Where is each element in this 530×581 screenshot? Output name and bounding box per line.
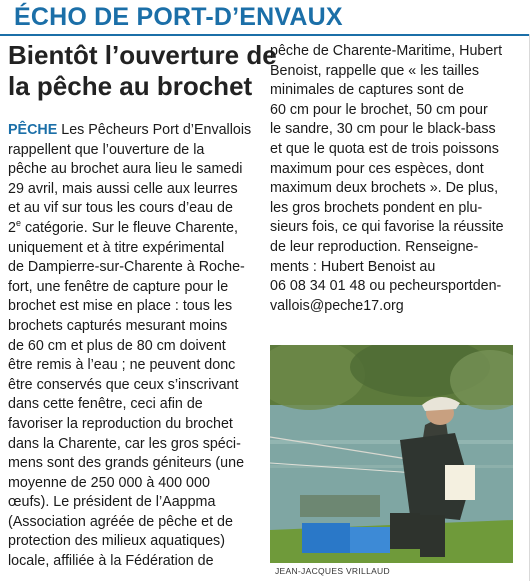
headline-line: la pêche au brochet (8, 71, 253, 101)
body-line: brochet est mise en place : tous les (8, 298, 233, 315)
body-line (8, 121, 266, 141)
body-line: œufs). Le président de l’Aappma (8, 494, 216, 511)
body-line: fort, une fenêtre de capture pour le (8, 278, 229, 295)
body-line: vallois@peche17.org (270, 297, 404, 314)
body-line: et que le quota est de trois poissons (270, 140, 499, 157)
article-headline (8, 40, 277, 102)
body-line: de 60 cm et plus de 80 cm doivent (8, 337, 226, 354)
body-line: de Dampierre-sur-Charente à Roche- (8, 259, 245, 276)
fisherman-photo (270, 345, 513, 563)
body-line: minimales de captures sont de (270, 82, 464, 99)
body-line: (Association agréée de pêche et de (8, 513, 233, 530)
body-line: brochets capturés mesurant moins (8, 317, 228, 334)
article-body-left (8, 121, 266, 572)
body-line: maximum pour ces espèces, dont (270, 160, 484, 177)
body-line: dans la Charente, car les gros spéci- (8, 435, 241, 452)
body-line: être conservés que ceux s’inscrivant (8, 376, 239, 393)
body-line: dans cette fenêtre, ceci afin de (8, 396, 203, 413)
body-line: les gros brochets pondent en plu- (270, 199, 483, 216)
body-text: catégorie. Sur le fleuve Charente, (20, 219, 238, 236)
body-line: Benoist, rappelle que « les tailles (270, 62, 480, 79)
section-title: ÉCHO DE PORT-D’ENVAUX (14, 3, 343, 31)
section-header (0, 0, 530, 36)
body-text: Les Pêcheurs Port d’Envallois (57, 122, 252, 138)
body-line: et au vif sur tous les cours d’eau de (8, 200, 233, 217)
ordinal-suffix: e (15, 218, 21, 229)
article-photo (270, 345, 513, 563)
body-line: être remis à l’eau ; ne peuvent donc (8, 357, 236, 374)
body-line (8, 219, 266, 239)
body-line: le sandre, 30 cm pour le black-bass (270, 121, 496, 138)
body-line: 29 avril, mais aussi celle aux leurres (8, 180, 238, 197)
body-lines-right (270, 42, 526, 316)
body-line: locale, affiliée à la Fédération de (8, 553, 214, 570)
article-kicker: PÊCHE (8, 122, 58, 138)
article-body-right (270, 42, 526, 316)
body-line: maximum deux brochets ». De plus, (270, 180, 499, 197)
body-line: de leur reproduction. Renseigne- (270, 238, 479, 255)
body-line: protection des milieux aquatiques) (8, 533, 225, 550)
body-line: 06 08 34 01 48 ou pecheursportden- (270, 278, 502, 295)
body-line: favoriser la reproduction du brochet (8, 415, 233, 432)
body-line: ments : Hubert Benoist au (270, 258, 436, 275)
headline-line: Bientôt l’ouverture de (8, 40, 277, 70)
body-line: moyenne de 250 000 à 400 000 (8, 474, 210, 491)
body-line: mens sont des grands géniteurs (une (8, 455, 245, 472)
body-line: uniquement et à titre expérimental (8, 239, 225, 256)
body-line: rappellent que l’ouverture de la (8, 141, 205, 158)
body-text: 2 (8, 219, 16, 236)
body-line: pêche au brochet aura lieu le samedi (8, 161, 243, 178)
body-line: pêche de Charente-Maritime, Hubert (270, 43, 503, 59)
body-lines-left (8, 141, 266, 572)
body-line: sieurs fois, ce qui favorise la réussite (270, 219, 504, 236)
body-line: 60 cm pour le brochet, 50 cm pour (270, 101, 488, 118)
photo-credit: JEAN-JACQUES VRILLAUD (275, 566, 390, 576)
